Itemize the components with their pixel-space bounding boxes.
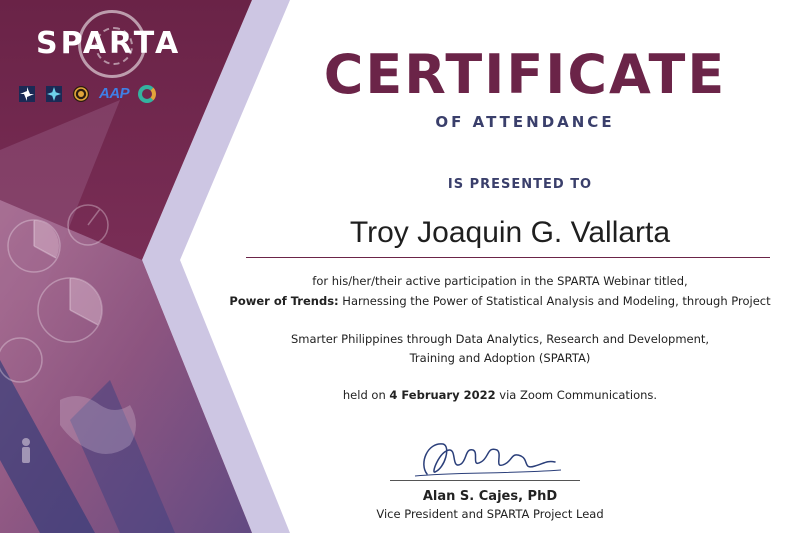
event-date: 4 February 2022 [389,388,496,402]
presented-to-label: IS PRESENTED TO [447,177,593,192]
signature-line [390,480,580,481]
aap-logo: AAP [99,85,130,102]
signatory-title: Vice President and SPARTA Project Lead [376,507,604,521]
body-line-3: Smarter Philippines through Data Analytics, Research and Development, [290,332,710,346]
signatory-name: Alan S. Cajes, PhD [422,489,558,504]
body-line-2 [170,292,800,310]
body-line-5 [170,386,800,404]
recipient-name: Troy Joaquin G. Vallarta [349,216,671,249]
webinar-title-rest: Harnessing the Power of Statistical Analysis and Modeling, through Project [338,294,771,308]
certificate-title: CERTIFICATE [323,43,727,106]
held-on-prefix: held on [342,388,390,402]
body-line-4: Training and Adoption (SPARTA) [409,351,591,365]
signature-image [405,434,565,482]
certificate-subtitle: OF ATTENDANCE [435,113,615,131]
held-on-suffix: via Zoom Communications. [495,388,658,402]
circle-logo-icon [138,85,156,103]
sparta-logo: SPARTA [36,26,182,61]
pinwheel-logo-icon [18,85,36,103]
star-logo-icon [45,85,63,103]
body-line-1: for his/her/their active participation in the SPARTA Webinar titled, [312,274,688,288]
seal-logo-icon [72,85,90,103]
webinar-title-bold: Power of Trends: [229,294,339,308]
partner-logos [18,84,156,104]
name-underline [246,257,770,258]
